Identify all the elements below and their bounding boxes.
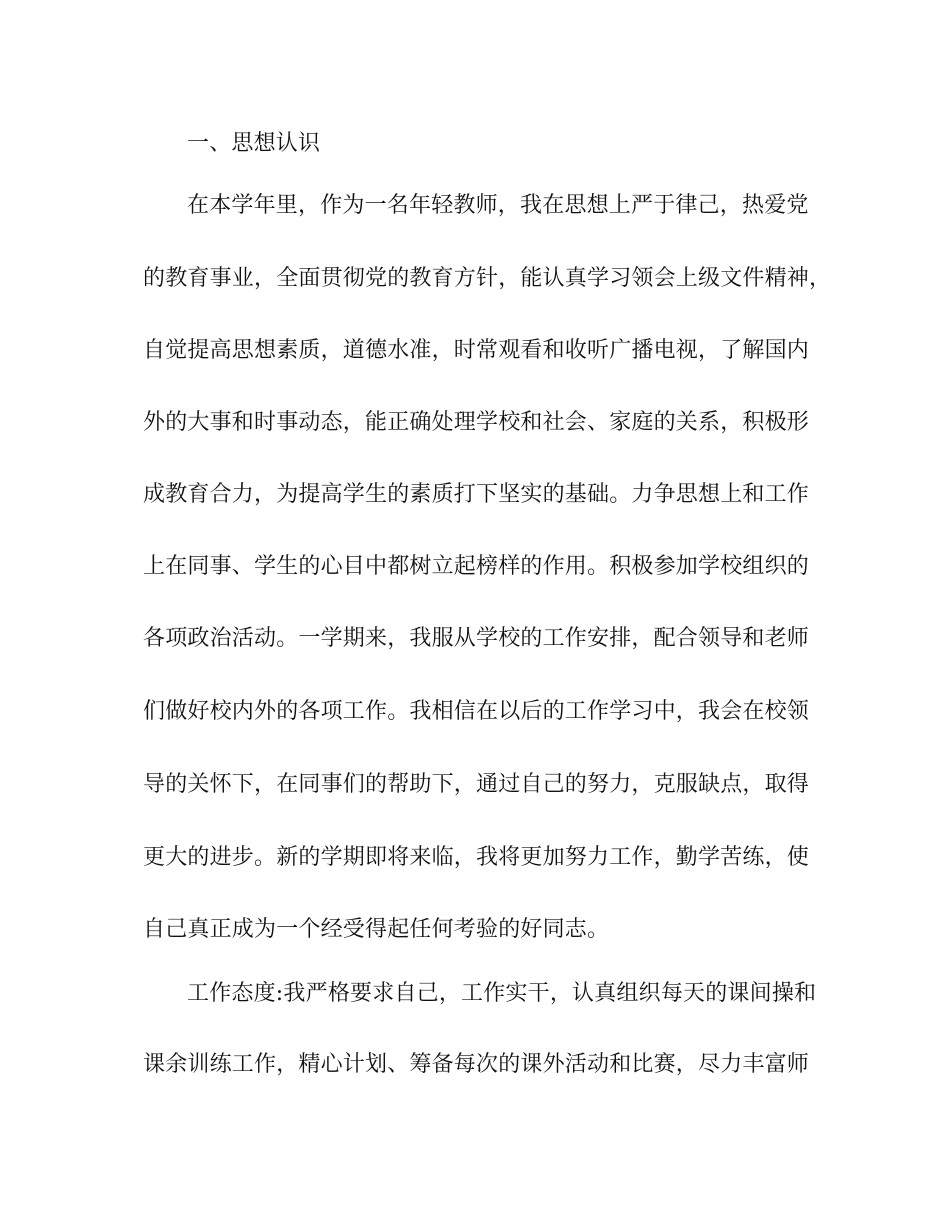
paragraph-line: 导的关怀下，在同事们的帮助下，通过自己的努力，克服缺点，取得 [143, 772, 810, 797]
paragraph-line: 更大的进步。新的学期即将来临，我将更加努力工作，勤学苦练，使 [143, 845, 810, 870]
paragraph-line: 们做好校内外的各项工作。我相信在以后的工作学习中，我会在校领 [143, 699, 810, 724]
paragraph-line: 的教育事业，全面贯彻党的教育方针，能认真学习领会上级文件精神， [143, 266, 832, 291]
paragraph-line: 成教育合力，为提高学生的素质打下坚实的基础。力争思想上和工作 [143, 482, 810, 507]
paragraph-line: 外的大事和时事动态，能正确处理学校和社会、家庭的关系，积极形 [143, 410, 810, 435]
paragraph-line: 各项政治活动。一学期来，我服从学校的工作安排，配合领导和老师 [143, 626, 810, 651]
section-heading: 一、思想认识 [187, 131, 321, 156]
paragraph-line: 自己真正成为一个经受得起任何考验的好同志。 [143, 917, 610, 942]
paragraph-line: 自觉提高思想素质，道德水准，时常观看和收听广播电视，了解国内 [143, 338, 810, 363]
paragraph-line: 课余训练工作，精心计划、筹备每次的课外活动和比赛，尽力丰富师 [143, 1052, 810, 1077]
paragraph-line: 上在同事、学生的心目中都树立起榜样的作用。积极参加学校组织的 [143, 554, 810, 579]
paragraph-line: 工作态度:我严格要求自己，工作实干，认真组织每天的课间操和 [187, 981, 817, 1006]
paragraph-line: 在本学年里，作为一名年轻教师，我在思想上严于律己，热爱党 [187, 193, 809, 218]
